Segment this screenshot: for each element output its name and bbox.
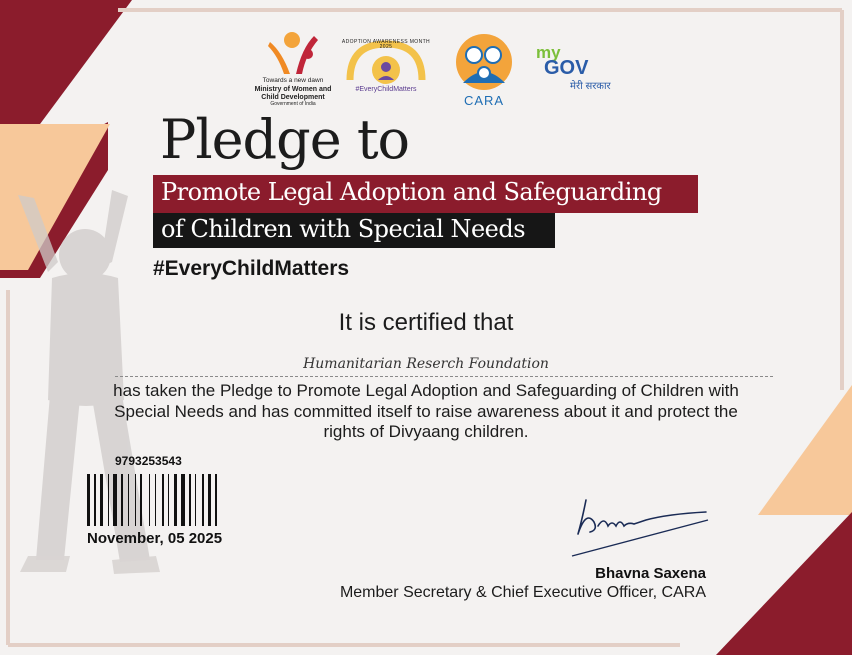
hashtag: #EveryChildMatters (153, 257, 350, 280)
issue-date: November, 05 2025 (87, 530, 223, 547)
pledge-body: has taken the Pledge to Promote Legal Adoption and Safeguarding of Children with Special Needs and has committed itself to raise awareness about it and protect the rights of Divyaang children. (113, 381, 739, 441)
wcd-ministry-line2: Child Development (261, 94, 325, 101)
wcd-logo-icon (266, 30, 320, 76)
mygov-tagline: मेरी सरकार (570, 81, 611, 92)
cara-logo-icon (455, 33, 513, 93)
wcd-tagline: Towards a new dawn (262, 77, 324, 84)
recipient-underline (115, 376, 773, 377)
barcode-icon (85, 474, 267, 526)
adoption-month-hashtag: #EveryChildMatters (355, 86, 417, 93)
signatory-designation: Member Secretary & Chief Executive Officer, CARA (339, 584, 706, 601)
wcd-ministry-line1: Ministry of Women and (254, 86, 332, 93)
signatory-name: Bhavna Saxena (595, 565, 706, 582)
title-band-line2: of Children with Special Needs (161, 215, 526, 243)
title-band-black (153, 213, 555, 248)
cara-name: CARA (463, 93, 505, 108)
mygov-my: my (536, 43, 561, 62)
signature-icon (568, 492, 713, 562)
mygov-gov: GOV (544, 57, 589, 79)
certificate-id: 9793253543 (115, 454, 182, 468)
pledge-title: Pledge to (160, 108, 410, 171)
wcd-government: Government of India (270, 101, 316, 107)
title-band-line1: Promote Legal Adoption and Safeguarding (161, 178, 662, 206)
adoption-month-arc-text: ADOPTION AWARENESS MONTH 2025 (341, 39, 431, 51)
recipient-name: Humanitarian Reserch Foundation (303, 356, 549, 372)
certified-text: It is certified that (338, 309, 514, 336)
title-band-maroon (153, 175, 698, 213)
